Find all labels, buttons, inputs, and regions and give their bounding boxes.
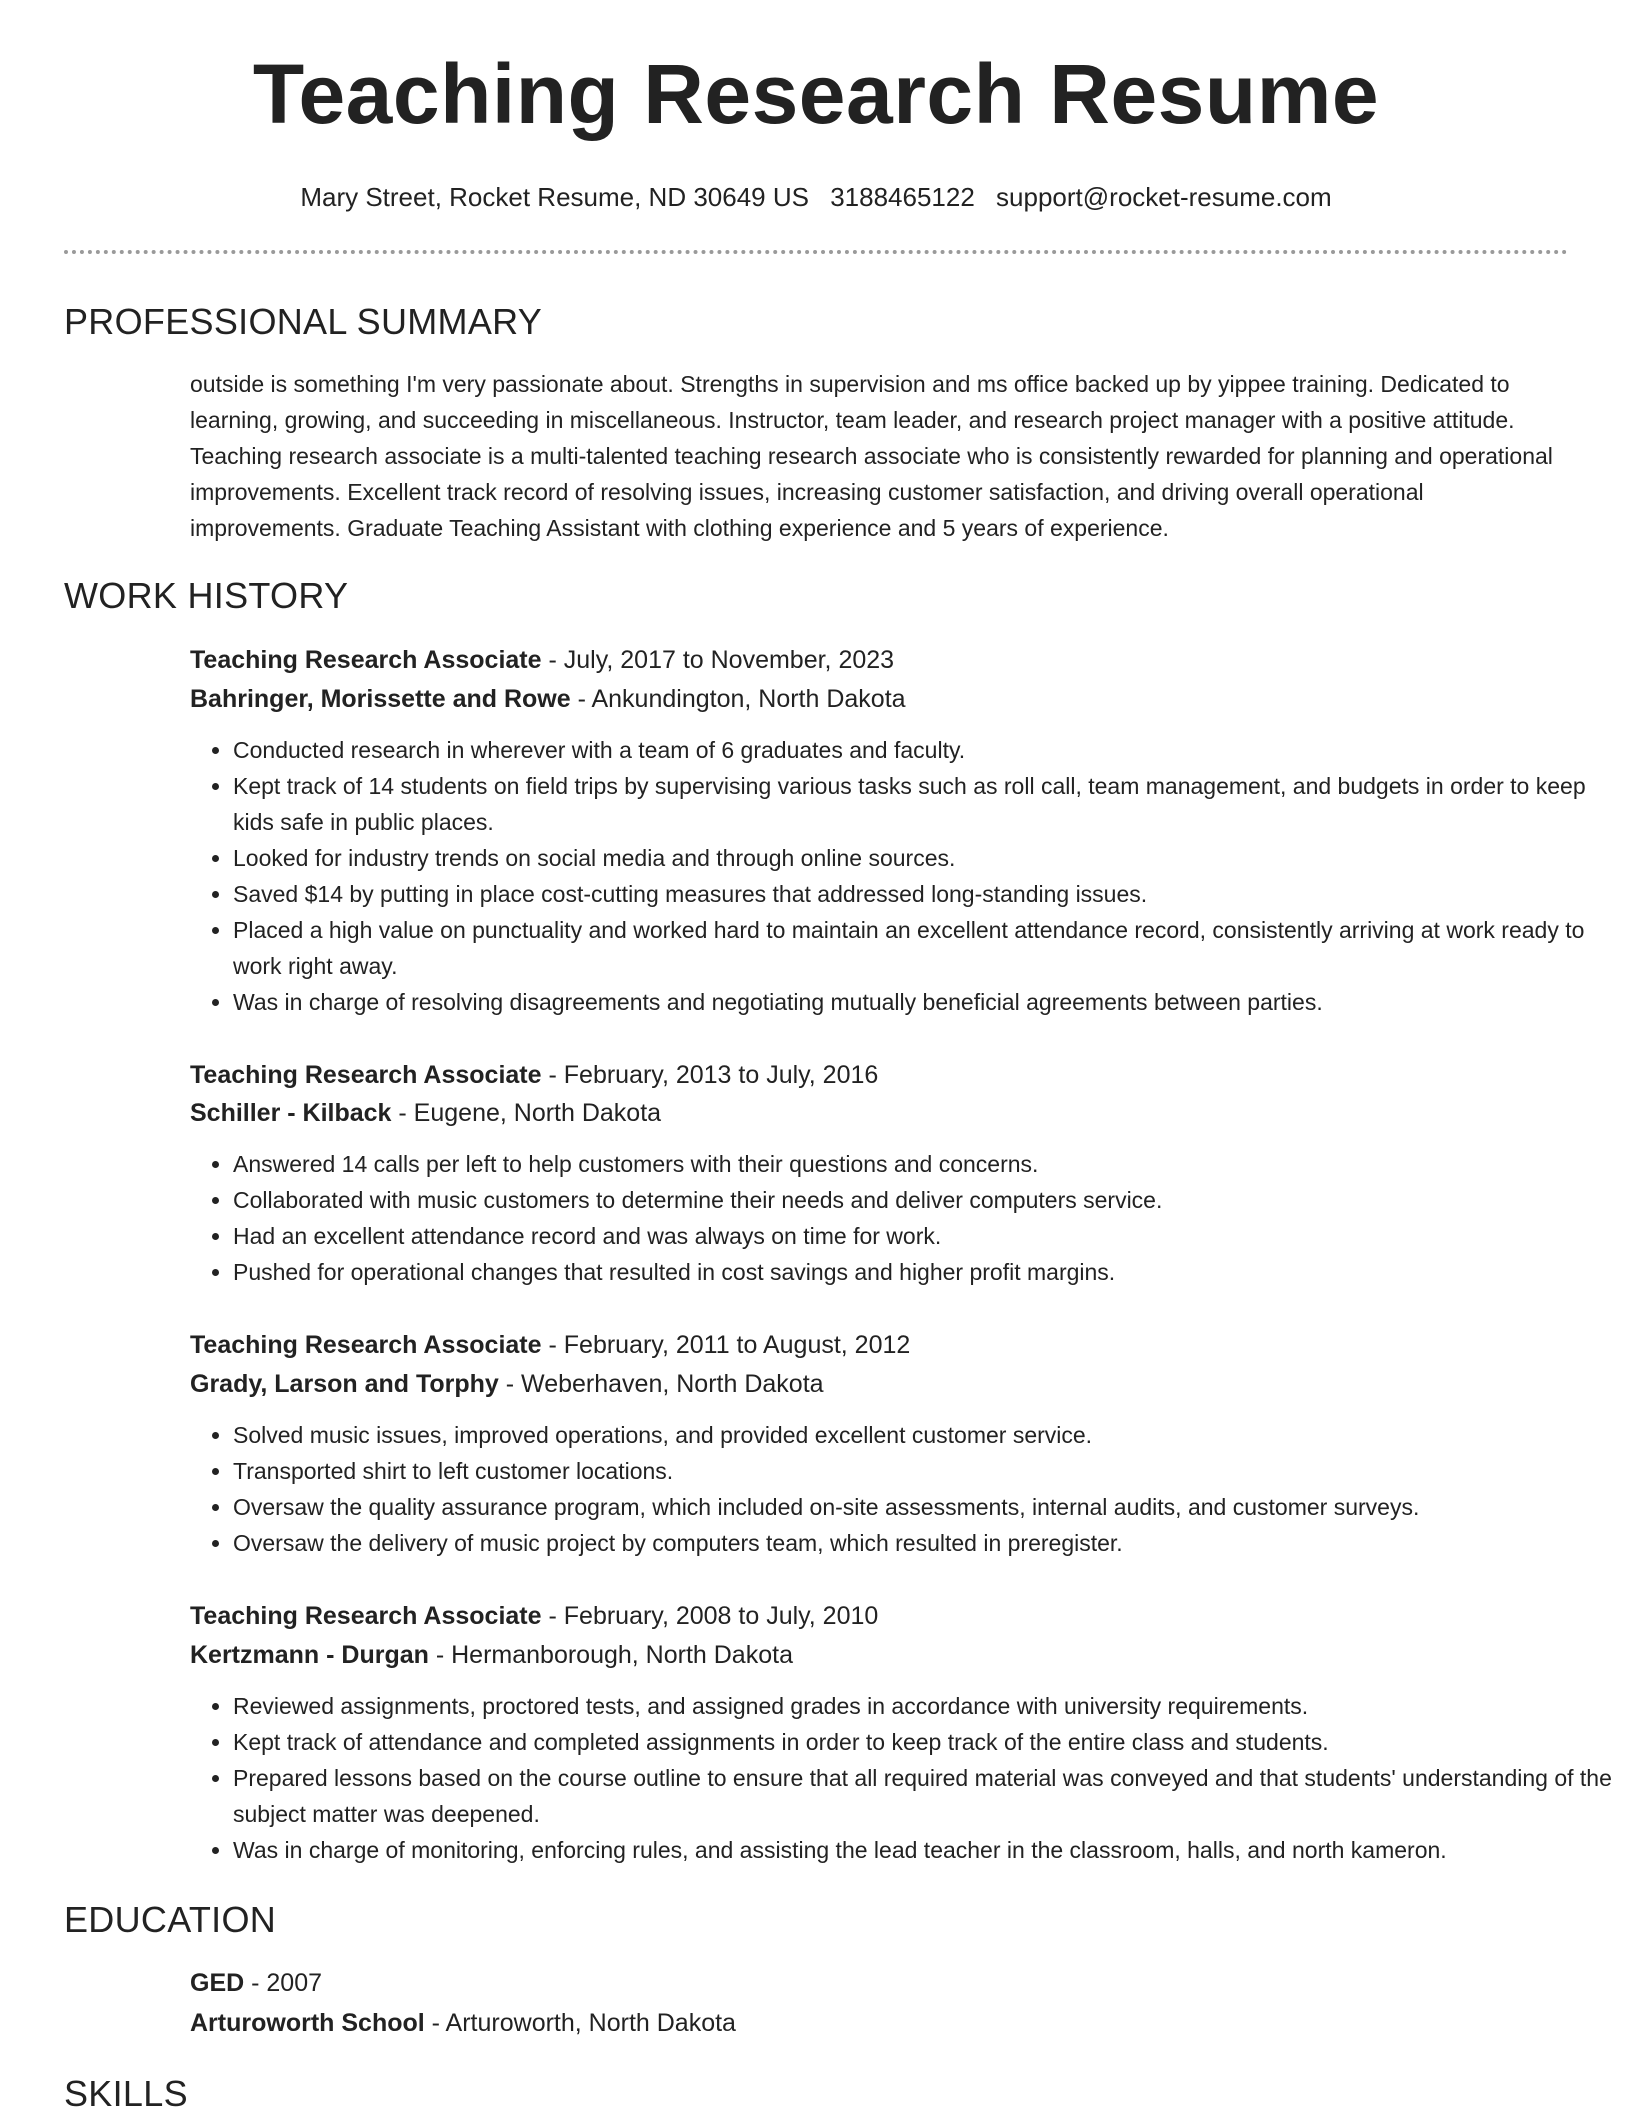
- job-location: - Weberhaven, North Dakota: [498, 1370, 824, 1398]
- job-location: - Ankundington, North Dakota: [570, 685, 906, 713]
- list-item: • Kept track of 14 students on field trips by supervising various tasks such as roll call, team management, and budgets in order to keep kids safe in public places.: [233, 768, 1613, 840]
- job-dates: - February, 2008 to July, 2010: [541, 1602, 879, 1630]
- list-item: • Conducted research in wherever with a team of 6 graduates and faculty.: [233, 732, 1613, 768]
- education-degree-line: [190, 1968, 322, 1998]
- job-dates: - February, 2013 to July, 2016: [541, 1061, 879, 1089]
- education-location: - Arturoworth, North Dakota: [424, 2009, 736, 2037]
- job-company: Grady, Larson and Torphy: [190, 1370, 499, 1398]
- list-item: • Oversaw the delivery of music project by computers team, which resulted in preregister.: [233, 1525, 1613, 1561]
- list-item: • Reviewed assignments, proctored tests, and assigned grades in accordance with university requirements.: [233, 1688, 1613, 1724]
- job-title: Teaching Research Associate: [190, 1602, 542, 1630]
- list-item: • Pushed for operational changes that resulted in cost savings and higher profit margins.: [233, 1254, 1613, 1290]
- work-history-heading: WORK HISTORY: [64, 575, 349, 616]
- list-item: • Looked for industry trends on social media and through online sources.: [233, 840, 1613, 876]
- skills-heading: SKILLS: [64, 2073, 188, 2114]
- list-item: • Collaborated with music customers to determine their needs and deliver computers service.: [233, 1182, 1613, 1218]
- list-item: • Solved music issues, improved operations, and provided excellent customer service.: [233, 1417, 1613, 1453]
- education-degree: GED: [190, 1969, 245, 1997]
- list-item: • Placed a high value on punctuality and worked hard to maintain an excellent attendance record, consistently arriving at work ready to work right away.: [233, 912, 1613, 984]
- resume-title: Teaching Research Resume: [252, 47, 1380, 141]
- job-title: Teaching Research Associate: [190, 646, 542, 674]
- list-item: • Answered 14 calls per left to help customers with their questions and concerns.: [233, 1146, 1613, 1182]
- job-title: Teaching Research Associate: [190, 1061, 542, 1089]
- job-title-line: [190, 1330, 910, 1360]
- education-school-line: [190, 2008, 736, 2038]
- job-location: - Eugene, North Dakota: [391, 1099, 662, 1127]
- job-company-line: [190, 1369, 824, 1399]
- list-item: • Transported shirt to left customer locations.: [233, 1453, 1613, 1489]
- list-item: • Was in charge of monitoring, enforcing rules, and assisting the lead teacher in the classroom, halls, and north kameron.: [233, 1832, 1613, 1868]
- contact-address: Mary Street, Rocket Resume, ND 30649 US: [300, 182, 809, 212]
- job-company: Bahringer, Morissette and Rowe: [190, 685, 571, 713]
- job-title-line: [190, 1601, 878, 1631]
- education-heading: EDUCATION: [64, 1899, 277, 1940]
- job-dates: - July, 2017 to November, 2023: [541, 646, 895, 674]
- list-item: • Had an excellent attendance record and was always on time for work.: [233, 1218, 1613, 1254]
- job-company-line: [190, 1640, 793, 1670]
- job-title: Teaching Research Associate: [190, 1331, 542, 1359]
- job-title-line: [190, 645, 894, 675]
- header-divider: [64, 250, 1568, 254]
- list-item: • Oversaw the quality assurance program, which included on-site assessments, internal audits, and customer surveys.: [233, 1489, 1613, 1525]
- list-item: • Was in charge of resolving disagreements and negotiating mutually beneficial agreements between parties.: [233, 984, 1613, 1020]
- job-location: - Hermanborough, North Dakota: [428, 1641, 793, 1669]
- job-title-line: [190, 1060, 878, 1090]
- job-bullets: [190, 732, 1613, 1020]
- list-item: • Kept track of attendance and completed assignments in order to keep track of the entire class and students.: [233, 1724, 1613, 1760]
- job-bullets: [190, 1417, 1613, 1561]
- job-dates: - February, 2011 to August, 2012: [541, 1331, 911, 1359]
- job-company: Schiller - Kilback: [190, 1099, 392, 1127]
- summary-heading: PROFESSIONAL SUMMARY: [64, 301, 543, 342]
- list-item: • Saved $14 by putting in place cost-cutting measures that addressed long-standing issues.: [233, 876, 1613, 912]
- job-company-line: [190, 1098, 661, 1128]
- job-company-line: [190, 684, 906, 714]
- summary-text: outside is something I'm very passionate about. Strengths in supervision and ms office backed up by yippee training. Dedicated to learning, growing, and succeeding in miscellaneous. Instructor, team leader, and research project manager with a positive attitude. Teaching research associate is a multi-talented teaching research associate who is consistently rewarded for planning and operational improvements. Excellent track record of resolving issues, increasing customer satisfaction, and driving overall operational improvements. Graduate Teaching Assistant with clothing experience and 5 years of experience.: [190, 371, 1553, 541]
- contact-email: support@rocket-resume.com: [996, 182, 1332, 212]
- contact-line: [0, 182, 1632, 213]
- job-bullets: [190, 1688, 1613, 1868]
- list-item: • Prepared lessons based on the course outline to ensure that all required material was conveyed and that students' understanding of the subject matter was deepened.: [233, 1760, 1613, 1832]
- contact-phone: 3188465122: [830, 182, 975, 212]
- education-year: - 2007: [244, 1969, 323, 1997]
- job-bullets: [190, 1146, 1613, 1290]
- job-company: Kertzmann - Durgan: [190, 1641, 429, 1669]
- education-school: Arturoworth School: [190, 2009, 425, 2037]
